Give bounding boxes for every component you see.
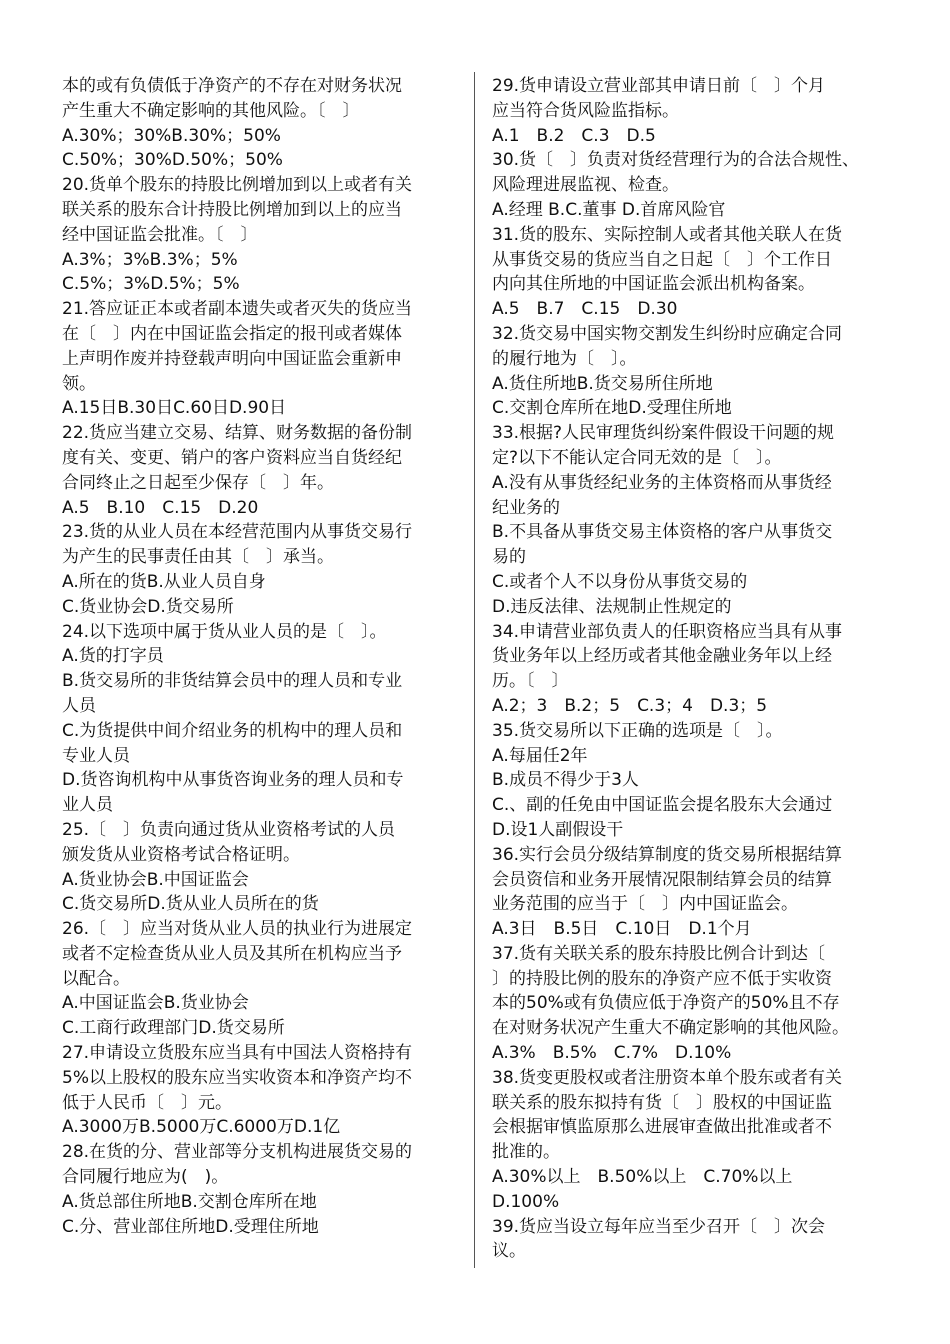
text-line: A.5 B.10 C.15 D.20 (62, 497, 259, 518)
text-line: A.货住所地B.货交易所住所地 (492, 373, 713, 394)
text-line: C.5%；3%D.5%；5% (62, 274, 240, 295)
text-line: 为产生的民事责任由其〔 〕承当。 (62, 547, 334, 568)
text-line: A.所在的货B.从业人员自身 (62, 571, 266, 592)
text-line: A.经理 B.C.董事 D.首席风险官 (492, 199, 726, 220)
text-line: 货业务年以上经历或者其他金融业务年以上经 (492, 646, 832, 667)
text-line: C.或者个人不以身份从事货交易的 (492, 571, 748, 592)
column-divider (474, 72, 475, 1268)
text-line: 低于人民币〔 〕元。 (62, 1092, 232, 1113)
text-line: A.3%；3%B.3%；5% (62, 249, 238, 270)
text-line: 21.答应证正本或者副本遗失或者灭失的货应当 (62, 299, 413, 320)
text-line: 23.货的从业人员在本经营范围内从事货交易行 (62, 522, 413, 543)
text-line: 34.申请营业部负责人的任职资格应当具有从事 (492, 621, 843, 642)
text-line: 会根据审慎监原那么进展审查做出批准或者不 (492, 1117, 832, 1138)
text-line: 36.实行会员分级结算制度的货交易所根据结算 (492, 844, 843, 865)
text-line: A.3日 B.5日 C.10日 D.1个月 (492, 919, 752, 940)
text-line: 从事货交易的货应当自之日起〔 〕个工作日 (492, 249, 832, 270)
text-line: D.违反法律、法规制止性规定的 (492, 596, 732, 617)
text-line: 内向其住所地的中国证监会派出机构备案。 (492, 274, 815, 295)
text-line: A.1 B.2 C.3 D.5 (492, 125, 656, 146)
text-line: D.货咨询机构中从事货咨询业务的理人员和专 (62, 770, 404, 791)
text-line: 33.根据?人民审理货纠纷案件假设干问题的规 (492, 423, 835, 444)
text-line: A.3000万B.5000万C.6000万D.1亿 (62, 1117, 341, 1138)
text-line: 业人员 (62, 795, 113, 816)
text-line: A.15日B.30日C.60日D.90日 (62, 398, 287, 419)
text-line: C.货业协会D.货交易所 (62, 596, 234, 617)
text-line: 联关系的股东合计持股比例增加到以上的应当 (62, 199, 402, 220)
text-line: C.、副的任免由中国证监会提名股东大会通过 (492, 795, 833, 816)
text-line: 或者不定检查货从业人员及其所在机构应当予 (62, 943, 402, 964)
text-line: A.每届任2年 (492, 745, 588, 766)
text-line: 经中国证监会批准。〔 〕 (62, 224, 258, 245)
text-line: 业务范围的应当于〔 〕内中国证监会。 (492, 894, 798, 915)
text-line: B.不具备从事货交易主体资格的客户从事货交 (492, 522, 833, 543)
text-line: 20.货单个股东的持股比例增加到以上或者有关 (62, 175, 413, 196)
text-line: 的履行地为〔 〕。 (492, 348, 637, 369)
text-line: 39.货应当设立每年应当至少召开〔 〕次会 (492, 1216, 826, 1237)
text-line: A.2；3 B.2；5 C.3；4 D.3；5 (492, 695, 768, 716)
text-line: 合同终止之日起至少保存〔 〕年。 (62, 472, 334, 493)
text-line: B.成员不得少于3人 (492, 770, 639, 791)
text-line: 以配合。 (62, 968, 130, 989)
text-line: 24.以下选项中属于货从业人员的是〔 〕。 (62, 621, 387, 642)
text-line: 本的50%或有负债应低于净资产的50%且不存 (492, 993, 840, 1014)
text-line: 颁发货从业资格考试合格证明。 (62, 844, 300, 865)
text-line: 37.货有关联关系的股东持股比例合计到达〔 (492, 943, 826, 964)
left-column (62, 74, 462, 1239)
text-line: 联关系的股东拟持有货〔 〕股权的中国证监 (492, 1092, 832, 1113)
text-line: C.交割仓库所在地D.受理住所地 (492, 398, 732, 419)
text-line: 上声明作废并持登载声明向中国证监会重新申 (62, 348, 402, 369)
text-line: 29.货申请设立营业部其申请日前〔 〕个月 (492, 76, 826, 96)
text-line: 28.在货的分、营业部等分支机构进展货交易的 (62, 1142, 413, 1163)
text-line: A.3% B.5% C.7% D.10% (492, 1043, 732, 1064)
text-line: A.30%；30%B.30%；50% (62, 125, 281, 146)
text-line: D.100% (492, 1191, 560, 1212)
text-line: 26.〔 〕应当对货从业人员的执业行为进展定 (62, 919, 413, 940)
text-line: 定?以下不能认定合同无效的是〔 〕。 (492, 447, 782, 468)
text-line: 产生重大不确定影响的其他风险。〔 〕 (62, 100, 360, 121)
right-column (492, 74, 892, 1264)
text-line: 31.货的股东、实际控制人或者其他关联人在货 (492, 224, 843, 245)
text-line: 合同履行地应为( )。 (62, 1167, 229, 1188)
text-line: C.50%；30%D.50%；50% (62, 150, 283, 171)
text-line: A.30%以上 B.50%以上 C.70%以上 (492, 1167, 793, 1188)
text-line: 38.货变更股权或者注册资本单个股东或者有关 (492, 1067, 843, 1088)
text-line: A.中国证监会B.货业协会 (62, 993, 249, 1014)
text-line: A.5 B.7 C.15 D.30 (492, 299, 678, 320)
text-line: C.工商行政理部门D.货交易所 (62, 1018, 285, 1039)
text-line: 历。〔 〕 (492, 671, 569, 692)
text-line: 在对财务状况产生重大不确定影响的其他风险。 (492, 1018, 849, 1039)
text-line: A.货的打字员 (62, 646, 164, 667)
text-line: 度有关、变更、销户的客户资料应当自货经纪 (62, 447, 402, 468)
text-line: A.货总部住所地B.交割仓库所在地 (62, 1191, 317, 1212)
text-line: C.为货提供中间介绍业务的机构中的理人员和 (62, 720, 403, 741)
text-line: 人员 (62, 695, 96, 716)
text-line: 5%以上股权的股东应当实收资本和净资产均不 (62, 1067, 412, 1088)
text-line: 风险理进展监视、检查。 (492, 175, 679, 196)
text-line: 在〔 〕内在中国证监会指定的报刊或者媒体 (62, 323, 402, 344)
text-line: C.分、营业部住所地D.受理住所地 (62, 1216, 319, 1237)
text-line: 批准的。 (492, 1142, 560, 1163)
text-line: 易的 (492, 547, 526, 568)
text-line: D.设1人副假设干 (492, 819, 624, 840)
text-line: 27.申请设立货股东应当具有中国法人资格持有 (62, 1043, 413, 1064)
text-line: 〕的持股比例的股东的净资产应不低于实收资 (492, 968, 832, 989)
text-line: 专业人员 (62, 745, 130, 766)
text-line: 30.货〔 〕负责对货经营理行为的合法合规性、 (492, 150, 860, 171)
text-line: 32.货交易中国实物交割发生纠纷时应确定合同 (492, 323, 843, 344)
text-line: 35.货交易所以下正确的选项是〔 〕。 (492, 720, 783, 741)
text-line: 会员资信和业务开展情况限制结算会员的结算 (492, 869, 832, 890)
text-line: A.货业协会B.中国证监会 (62, 869, 249, 890)
text-line: 议。 (492, 1241, 526, 1262)
text-line: 领。 (62, 373, 96, 394)
text-line: 纪业务的 (492, 497, 560, 518)
text-line: A.没有从事货经纪业务的主体资格而从事货经 (492, 472, 832, 493)
text-line: B.货交易所的非货结算会员中的理人员和专业 (62, 671, 403, 692)
text-line: 本的或有负债低于净资产的不存在对财务状况 (62, 76, 402, 96)
text-line: 应当符合货风险监指标。 (492, 100, 679, 121)
text-line: C.货交易所D.货从业人员所在的货 (62, 894, 319, 915)
text-line: 22.货应当建立交易、结算、财务数据的备份制 (62, 423, 413, 444)
text-line: 25.〔 〕负责向通过货从业资格考试的人员 (62, 819, 396, 840)
